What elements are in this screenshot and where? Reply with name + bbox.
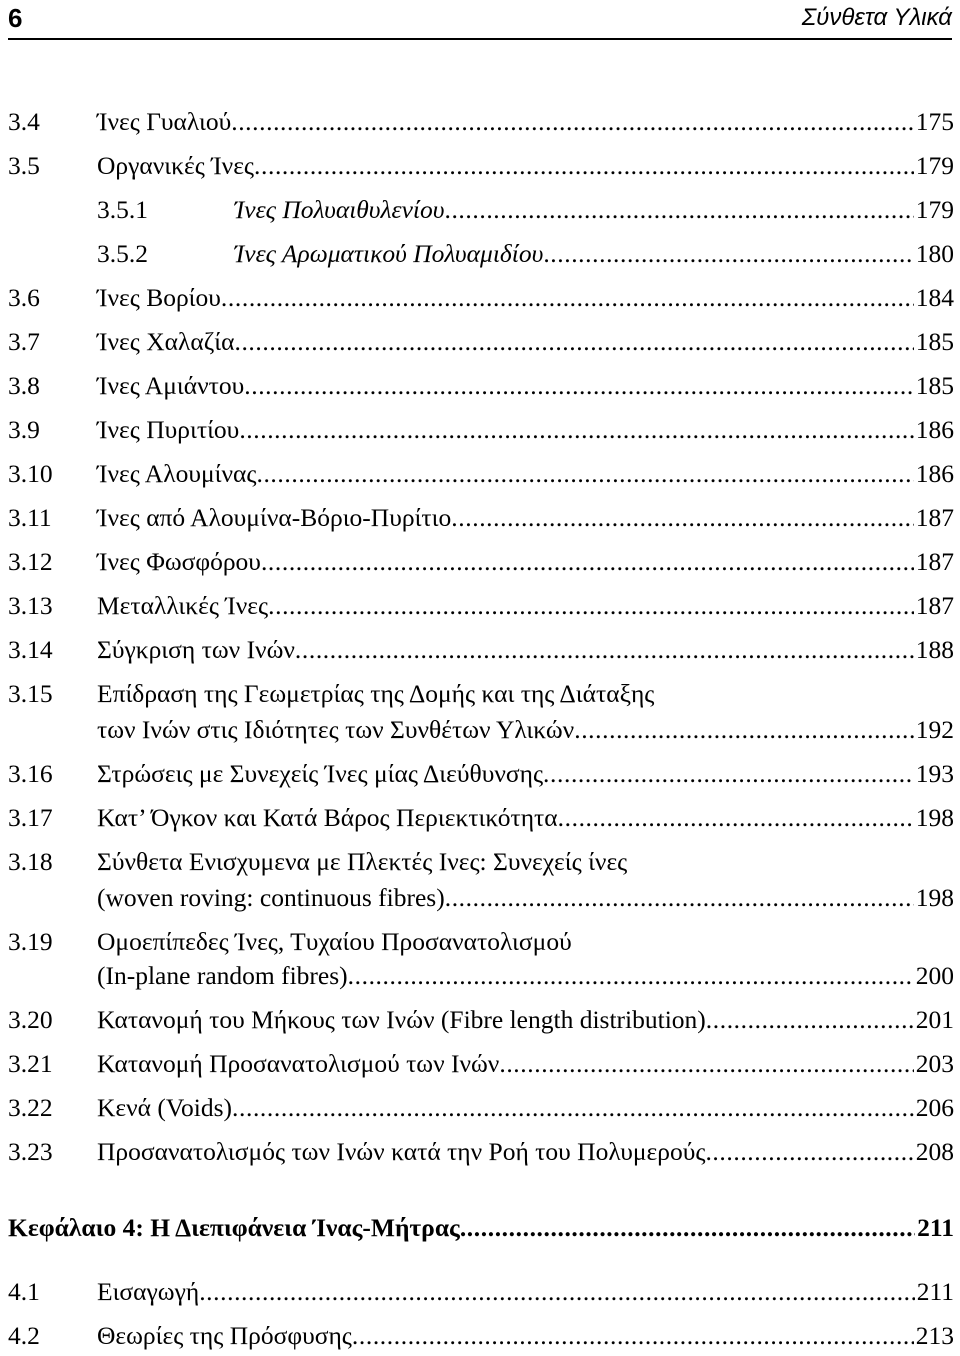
dot-leader: [558, 800, 914, 836]
dot-leader: [234, 324, 913, 360]
toc-entry[interactable]: 3.14 Σύγκριση των Ινών ..... 188: [8, 632, 954, 668]
dot-leader: [256, 456, 913, 492]
dot-leader: [348, 958, 914, 994]
dot-leader: [231, 104, 914, 140]
dot-leader: [451, 500, 913, 536]
toc-entry[interactable]: 3.22 Κενά (Voids) ..... 206: [8, 1090, 954, 1126]
toc-entry[interactable]: 3.8 Ίνες Αμιάντου ..... 185: [8, 368, 954, 404]
toc-entry[interactable]: 3.5 Οργανικές Ίνες ..... 179: [8, 148, 954, 184]
toc-entry[interactable]: 3.16 Στρώσεις με Συνεχείς Ίνες μίας Διεύθυνσης ..... 193: [8, 756, 954, 792]
dot-leader: [232, 1090, 914, 1126]
dot-leader: [543, 756, 914, 792]
toc-entry[interactable]: 3.4 Ίνες Γυαλιού ..... 175: [8, 104, 954, 140]
toc-chapter-heading[interactable]: Κεφάλαιο 4: Η Διεπιφάνεια Ίνας-Μήτρας ..... 211: [8, 1210, 954, 1246]
dot-leader: [706, 1002, 914, 1038]
dot-leader: [445, 880, 914, 916]
toc-entry-continuation[interactable]: (In-plane random fibres) ..... 200: [97, 958, 954, 994]
dot-leader: [239, 412, 913, 448]
toc-entry[interactable]: 3.12 Ίνες Φωσφόρου ..... 187: [8, 544, 954, 580]
toc-entry[interactable]: 3.23 Προσανατολισμός των Ινών κατά την Ροή του Πολυμερούς ..... 208: [8, 1134, 954, 1170]
toc-entry[interactable]: 3.7 Ίνες Χαλαζία ..... 185: [8, 324, 954, 360]
dot-leader: [352, 1318, 914, 1354]
dot-leader: [268, 588, 914, 624]
toc-entry[interactable]: 3.10 Ίνες Αλουμίνας ..... 186: [8, 456, 954, 492]
toc-subentry[interactable]: 3.5.2 Ίνες Αρωματικού Πολυαμιδίου ..... 180: [8, 236, 954, 272]
dot-leader: [221, 280, 914, 316]
dot-leader: [199, 1274, 914, 1310]
running-title: Σύνθετα Υλικά: [801, 4, 952, 31]
dot-leader: [261, 544, 914, 580]
toc-entry[interactable]: 3.13 Μεταλλικές Ίνες ..... 187: [8, 588, 954, 624]
dot-leader: [295, 632, 914, 668]
toc-entry[interactable]: 3.6 Ίνες Βορίου ..... 184: [8, 280, 954, 316]
toc-entry[interactable]: 4.2 Θεωρίες της Πρόσφυσης ..... 213: [8, 1318, 954, 1354]
dot-leader: [543, 236, 913, 272]
dot-leader: [574, 712, 914, 748]
toc-entry-continuation[interactable]: (woven roving: continuous fibres) ..... 198: [97, 880, 954, 916]
dot-leader: [244, 368, 914, 404]
page-number: 6: [8, 3, 23, 33]
toc-entry-line1[interactable]: 3.19 Ομοεπίπεδες Ίνες, Τυχαίου Προσανατολισμού: [8, 927, 572, 956]
dot-leader: [499, 1046, 913, 1082]
dot-leader: [460, 1210, 915, 1246]
toc-entry[interactable]: 3.17 Κατ’ Όγκον και Κατά Βάρος Περιεκτικότητα ..... 198: [8, 800, 954, 836]
toc-entry[interactable]: 3.11 Ίνες από Αλουμίνα-Βόριο-Πυρίτιο ..... 187: [8, 500, 954, 536]
toc-entry-continuation[interactable]: των Ινών στις Ιδιότητες των Συνθέτων Υλικών ..... 192: [97, 712, 954, 748]
toc-entry[interactable]: 3.21 Κατανομή Προσανατολισμού των Ινών ..... 203: [8, 1046, 954, 1082]
toc-subentry[interactable]: 3.5.1 Ίνες Πολυαιθυλενίου ..... 179: [8, 192, 954, 228]
toc-entry[interactable]: 4.1 Εισαγωγή ..... 211: [8, 1274, 954, 1310]
toc-entry-line1[interactable]: 3.18 Σύνθετα Ενισχυμενα με Πλεκτές Ινες: Συνεχείς ίνες: [8, 847, 628, 876]
toc-entry[interactable]: 3.20 Κατανομή του Μήκους των Ινών (Fibre length distribution) ..... 201: [8, 1002, 954, 1038]
dot-leader: [254, 148, 914, 184]
toc-entry-line1[interactable]: 3.15 Επίδραση της Γεωμετρίας της Δομής και της Διάταξης: [8, 679, 655, 708]
dot-leader: [705, 1134, 913, 1170]
toc-entry[interactable]: 3.9 Ίνες Πυριτίου ..... 186: [8, 412, 954, 448]
dot-leader: [444, 192, 913, 228]
